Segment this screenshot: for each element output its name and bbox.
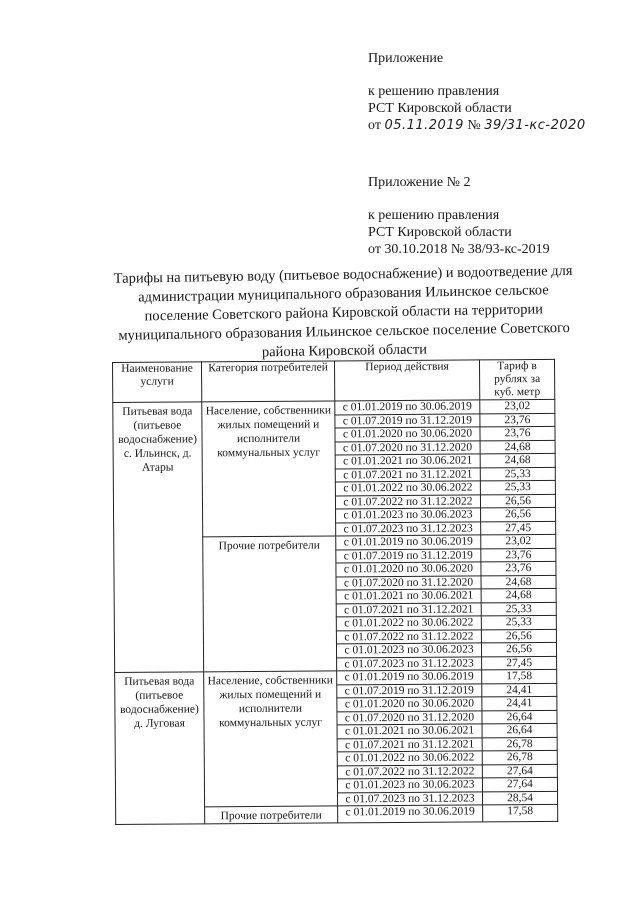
table-body [113,399,558,824]
period-cell: с 01.01.2019 по 30.06.2019 [335,400,480,415]
period-cell: с 01.07.2020 по 31.12.2020 [336,575,481,590]
period-cell: с 01.01.2019 по 30.06.2019 [336,535,481,550]
tariff-cell: 23,02 [481,534,556,548]
appendix-header-current [368,50,586,134]
period-cell: с 01.01.2022 по 30.06.2022 [335,481,480,496]
period-cell: с 01.07.2021 по 31.12.2021 [335,467,480,482]
period-cell: с 01.01.2023 по 30.06.2023 [337,778,482,793]
period-cell: с 01.07.2020 по 31.12.2020 [337,710,482,725]
tariff-cell: 24,41 [482,696,557,710]
handwritten-date: 05.11.2019 [384,118,464,133]
period-cell: с 01.07.2019 по 31.12.2019 [337,683,482,698]
period-cell: с 01.01.2021 по 30.06.2021 [336,589,481,604]
service-name-cell: Питьевая вода (питьевое водоснабжение) с. Ильинск, д. Атары [113,402,204,673]
table-header-row [113,359,555,402]
tariff-table-wrapper [112,359,558,825]
period-cell: с 01.07.2023 по 31.12.2023 [337,656,482,671]
tariff-cell: 25,33 [480,480,555,494]
tariff-cell: 27,45 [481,521,556,535]
period-cell: с 01.07.2021 по 31.12.2021 [336,602,481,617]
tariff-cell: 24,68 [480,440,555,454]
appendix-header-original [368,174,550,258]
tariff-cell: 25,33 [481,602,556,616]
period-cell: с 01.07.2023 по 31.12.2023 [336,521,481,536]
authority-line: РСТ Кировской области [368,225,512,240]
tariff-cell: 23,76 [480,426,555,440]
tariff-cell: 23,76 [480,413,555,427]
period-cell: с 01.01.2022 по 30.06.2022 [336,616,481,631]
col-header-service: Наименование услуги [113,362,202,403]
period-cell: с 01.07.2020 по 31.12.2020 [335,440,480,455]
period-cell: с 01.01.2019 по 30.06.2019 [338,805,483,823]
col-header-period: Период действия [334,360,479,401]
tariff-cell: 24,41 [482,683,557,697]
period-cell: с 01.07.2019 по 31.12.2019 [335,413,480,428]
authority-line: РСТ Кировской области [368,101,512,116]
period-cell: с 01.01.2021 по 30.06.2021 [337,724,482,739]
tariff-cell: 26,78 [482,737,557,751]
tariff-cell: 23,02 [480,399,555,413]
period-cell: с 01.07.2021 по 31.12.2021 [337,737,482,752]
tariff-cell: 25,33 [480,467,555,481]
tariff-cell: 27,45 [482,656,557,670]
col-header-category: Категория потребителей [202,361,335,402]
tariff-cell: 26,64 [482,723,557,737]
tariff-cell: 26,64 [482,710,557,724]
tariff-cell: 27,64 [482,764,557,778]
tariff-cell: 28,54 [483,791,558,805]
period-cell: с 01.01.2022 по 30.06.2022 [337,751,482,766]
period-cell: с 01.01.2023 по 30.06.2023 [336,643,481,658]
consumer-category-cell: Население, собственники жилых помещений и исполнители коммунальных услуг [202,401,336,537]
period-cell: с 01.01.2020 по 30.06.2020 [335,427,480,442]
tariff-cell: 24,68 [481,588,556,602]
tariff-cell: 26,78 [482,750,557,764]
tariff-cell: 26,56 [481,507,556,521]
period-cell: с 01.01.2021 по 30.06.2021 [335,454,480,469]
tariff-cell: 17,58 [483,804,558,822]
service-name-cell: Питьевая вода (питьевое водоснабжение) д. Луговая [115,672,205,825]
tariff-cell: 27,64 [482,777,557,791]
consumer-category-cell: Население, собственники жилых помещений и исполнители коммунальных услуг [204,671,338,807]
period-cell: с 01.07.2022 по 31.12.2022 [335,494,480,509]
tariff-table [112,359,558,825]
tariff-cell: 26,56 [481,642,556,656]
tariff-cell: 24,68 [481,575,556,589]
period-cell: с 01.07.2019 по 31.12.2019 [336,548,481,563]
appendix-title: Приложение [368,51,444,66]
period-cell: с 01.01.2023 по 30.06.2023 [336,508,481,523]
decision-line: к решению правления [368,208,500,223]
tariff-cell: 24,68 [480,453,555,467]
tariff-cell: 23,76 [481,561,556,575]
appendix-2-title: Приложение № 2 [368,175,471,190]
period-cell: с 01.07.2022 по 31.12.2022 [337,764,482,779]
document-title: Тарифы на питьевую воду (питьевое водоснабжение) и водоотведение для администрации муниципального образования Ильинское сельское поселение Советского района Кировской области на территории муниципального образования Ильинское сельское поселение Советского района Кировской области [113,262,573,361]
tariff-cell: 26,56 [481,629,556,643]
decision-date-number: от 30.10.2018 № 38/93-кс-2019 [368,242,550,257]
tariff-cell: 23,76 [481,548,556,562]
tariff-cell: 26,56 [480,494,555,508]
col-header-tariff: Тариф в рублях за куб. метр [479,359,554,400]
decision-line: к решению правления [368,84,500,99]
period-cell: с 01.07.2023 по 31.12.2023 [338,791,483,806]
handwritten-number: 39/31-кс-2020 [484,118,586,133]
tariff-cell: 17,58 [482,669,557,683]
period-cell: с 01.01.2020 по 30.06.2020 [336,562,481,577]
decision-date-number: от 05.11.2019 № 39/31-кс-2020 [368,118,586,133]
period-cell: с 01.01.2020 по 30.06.2020 [337,697,482,712]
consumer-category-cell: Прочие потребители [205,806,338,824]
period-cell: с 01.01.2019 по 30.06.2019 [337,670,482,685]
period-cell: с 01.07.2022 по 31.12.2022 [336,629,481,644]
consumer-category-cell: Прочие потребители [203,536,337,672]
tariff-cell: 25,33 [481,615,556,629]
